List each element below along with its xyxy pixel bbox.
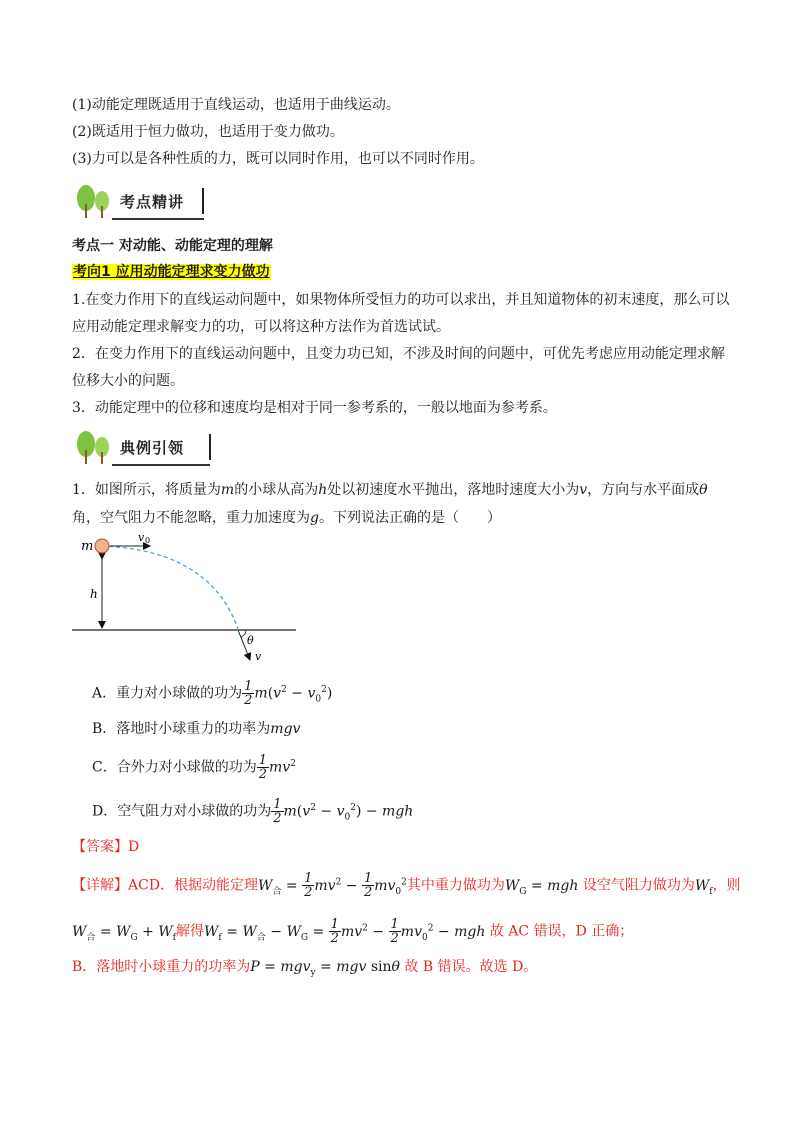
tree-icon <box>72 182 116 220</box>
angle-arc <box>241 630 246 637</box>
subheading-wrap <box>72 263 271 281</box>
tree-icon <box>72 428 116 466</box>
paragraph-3: 3．动能定理中的位移和速度均是相对于同一参考系的，一般以地面为参考系。 <box>72 400 557 416</box>
answer: 【答案】D <box>72 839 140 855</box>
trajectory-curve <box>102 546 239 632</box>
highlighted-subheading: 考向1 应用动能定理求变力做功 <box>73 264 270 280</box>
intro-item-2: (2)既适用于恒力做功，也适用于变力做功。 <box>72 124 344 140</box>
label-h: h <box>90 587 98 601</box>
question-line-1: 1．如图所示，将质量为m的小球从高为h处以初速度水平抛出，落地时速度大小为v，方向与水平面成θ <box>72 482 708 498</box>
label-m: m <box>81 539 94 554</box>
question-line-2: 角，空气阻力不能忽略，重力加速度为g。下列说法正确的是（ ） <box>72 510 501 526</box>
banner-cursor-bar <box>202 188 204 214</box>
explanation-line-2: $W_合 = W_G + W_f$解得$W_f = W_合 - W_G$ = $\frac{1}{2}$ $mv^2$ − $\frac{1}{2}$ $mv_0^2$ − mgh 故 AC 错误，D 正确； <box>72 917 634 946</box>
explanation-line-3: B．落地时小球重力的功率为P = mgv$_y$ = mgv sinθ 故 B 错误。故选 D。 <box>72 959 538 978</box>
banner-end-bar <box>209 434 211 460</box>
label-v0-sub: 0 <box>145 536 151 545</box>
paragraph-1-line-1: 1.在变力作用下的直线运动问题中，如果物体所受恒力的功可以求出，并且知道物体的初末速度，那么可以 <box>72 292 730 308</box>
banner-underline <box>112 218 204 220</box>
banner-underline <box>112 464 210 466</box>
label-theta: θ <box>247 634 254 647</box>
section-banner-kaodian <box>72 182 207 220</box>
section-banner-dianli <box>72 428 212 466</box>
ball <box>95 539 109 553</box>
intro-item-3: (3)力可以是各种性质的力，既可以同时作用，也可以不同时作用。 <box>72 151 484 167</box>
banner-title: 考点精讲 <box>120 193 185 211</box>
option-a[interactable]: A．重力对小球做的功为 $\frac{1}{2}$ $m(v^2 - v_0^2)$ <box>92 679 333 708</box>
option-b[interactable]: B．落地时小球重力的功率为mgv <box>92 721 301 737</box>
label-v: v <box>255 650 262 663</box>
explanation-line-1: 【详解】ACD．根据动能定理$W_合$ = $\frac{1}{2}$ $mv^2$ − $\frac{1}{2}$ $mv_0^2$其中重力做功为$W_G$ = mgh 设空气阻力做功为$W_f$，则 <box>72 871 741 900</box>
label-v0: v <box>138 532 145 544</box>
paragraph-1-line-2: 应用动能定理求解变力的功，可以将这种方法作为首选试试。 <box>72 319 450 335</box>
section-heading: 考点一 对动能、动能定理的理解 <box>72 238 273 254</box>
projectile-diagram <box>72 532 302 666</box>
paragraph-2-line-2: 位移大小的问题。 <box>72 373 184 389</box>
intro-item-1: (1)动能定理既适用于直线运动，也适用于曲线运动。 <box>72 97 400 113</box>
paragraph-2-line-1: 2．在变力作用下的直线运动问题中，且变力功已知，不涉及时间的问题中，可优先考虑应用动能定理求解 <box>72 346 725 362</box>
option-d[interactable]: D．空气阻力对小球做的功为 $\frac{1}{2}$ $m(v^2 - v_0^2)$ − mgh <box>92 797 414 826</box>
banner-title: 典例引领 <box>120 439 185 457</box>
option-c[interactable]: C．合外力对小球做的功为 $\frac{1}{2}$ $mv^2$ <box>92 753 296 782</box>
